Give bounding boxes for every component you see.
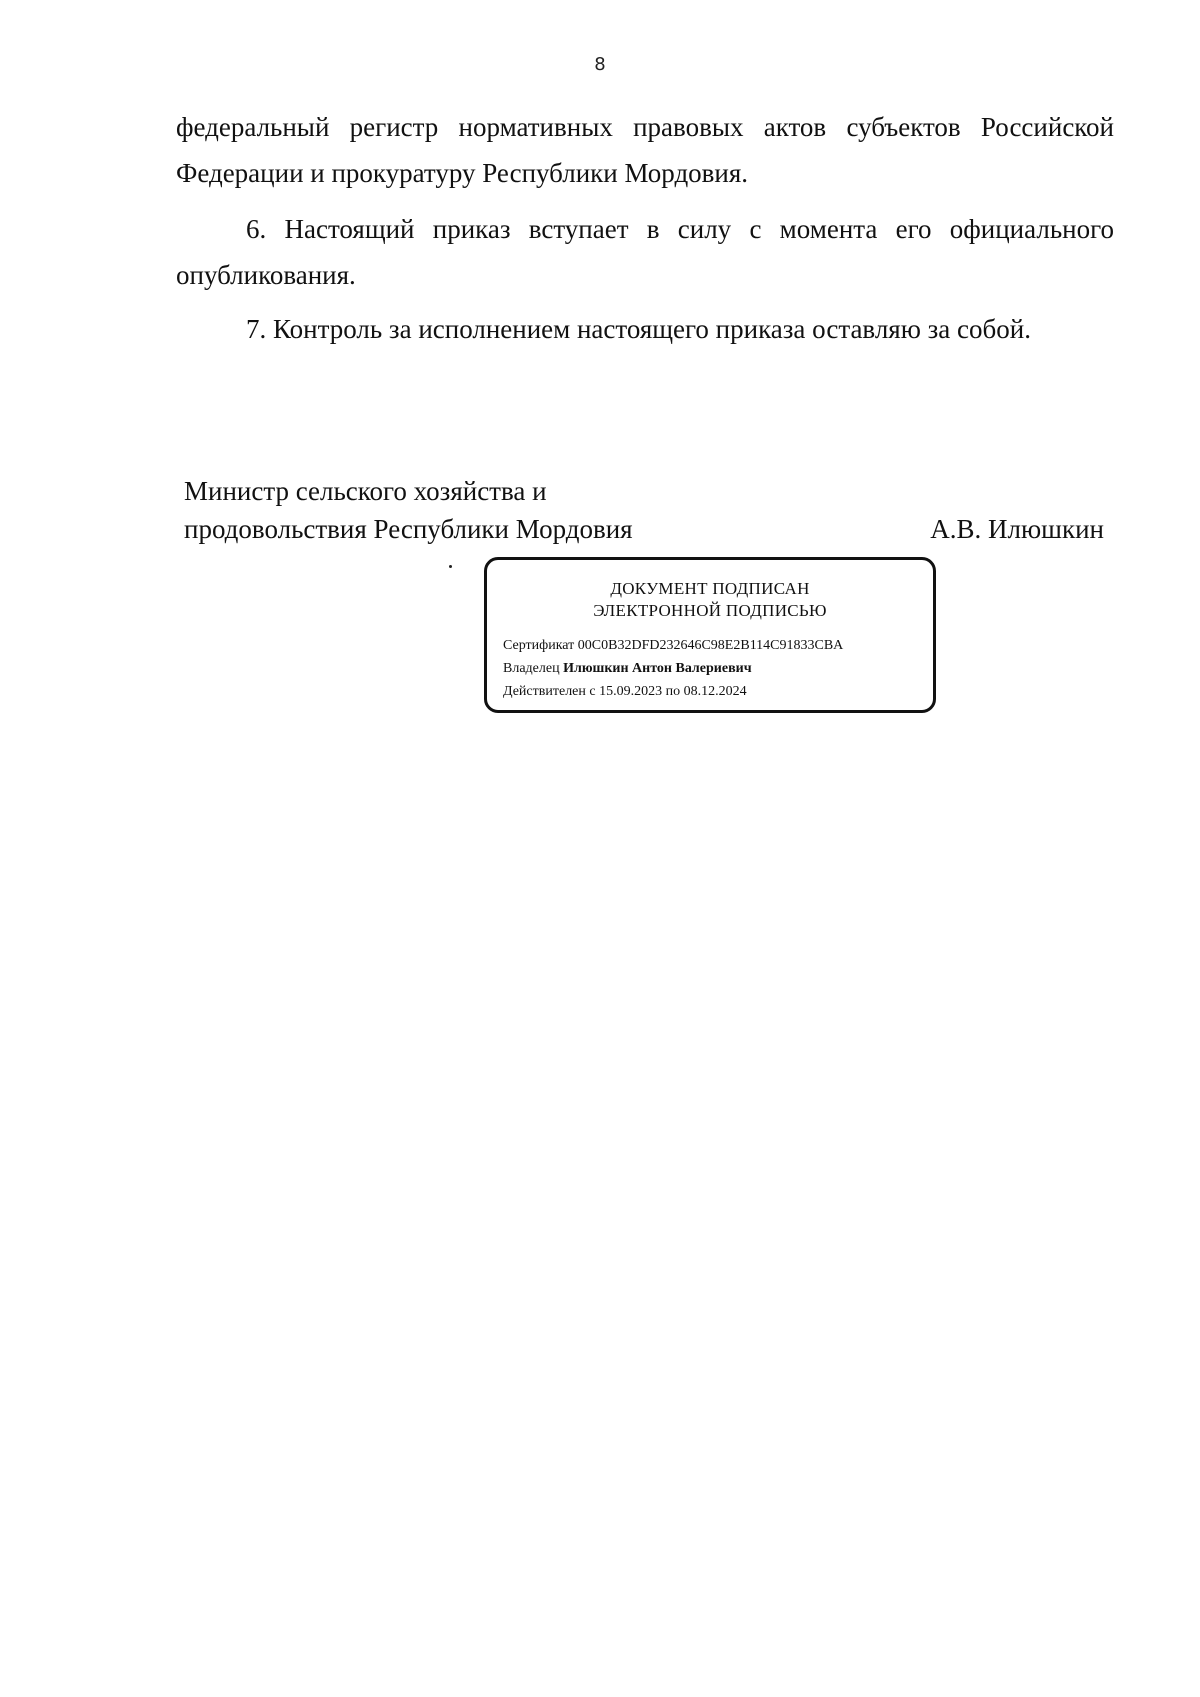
stamp-validity-line <box>503 680 933 703</box>
scan-speck <box>449 565 452 568</box>
paragraph-continuation: федеральный регистр нормативных правовых актов субъектов Российской Федерации и прокуратуру Республики Мордовия. <box>176 112 1114 188</box>
stamp-valid-to-prefix: по <box>665 684 681 699</box>
signatory-position <box>184 472 633 548</box>
stamp-owner-line <box>503 657 933 680</box>
stamp-valid-to: 08.12.2024 <box>683 684 747 699</box>
paragraph-item-6: 6. Настоящий приказ вступает в силу с момента его официального опубликования. <box>176 214 1114 290</box>
stamp-title-line: ЭЛЕКТРОННОЙ ПОДПИСЬЮ <box>593 601 827 620</box>
stamp-valid-from-prefix: с <box>589 684 596 699</box>
stamp-details <box>487 634 933 703</box>
stamp-valid-from: 15.09.2023 <box>599 684 663 699</box>
signatory-name: А.В. Илюшкин <box>930 514 1104 544</box>
stamp-owner-label: Владелец <box>503 661 560 676</box>
stamp-certificate-value: 00C0B32DFD232646C98E2B114C91833CBA <box>577 638 844 653</box>
stamp-certificate-line <box>503 634 933 657</box>
signatory-position-line: Министр сельского хозяйства и <box>184 476 547 506</box>
stamp-certificate-label: Сертификат <box>503 638 575 653</box>
electronic-signature-stamp <box>484 557 936 713</box>
stamp-valid-label: Действителен <box>503 684 586 699</box>
signatory-position-line: продовольствия Республики Мордовия <box>184 514 633 544</box>
stamp-title-line: ДОКУМЕНТ ПОДПИСАН <box>610 579 810 598</box>
stamp-owner-value: Илюшкин Антон Валериевич <box>563 661 752 676</box>
page-number: 8 <box>594 54 606 75</box>
paragraph-item-7: 7. Контроль за исполнением настоящего приказа оставляю за собой. <box>246 314 1031 344</box>
stamp-title <box>487 578 933 622</box>
